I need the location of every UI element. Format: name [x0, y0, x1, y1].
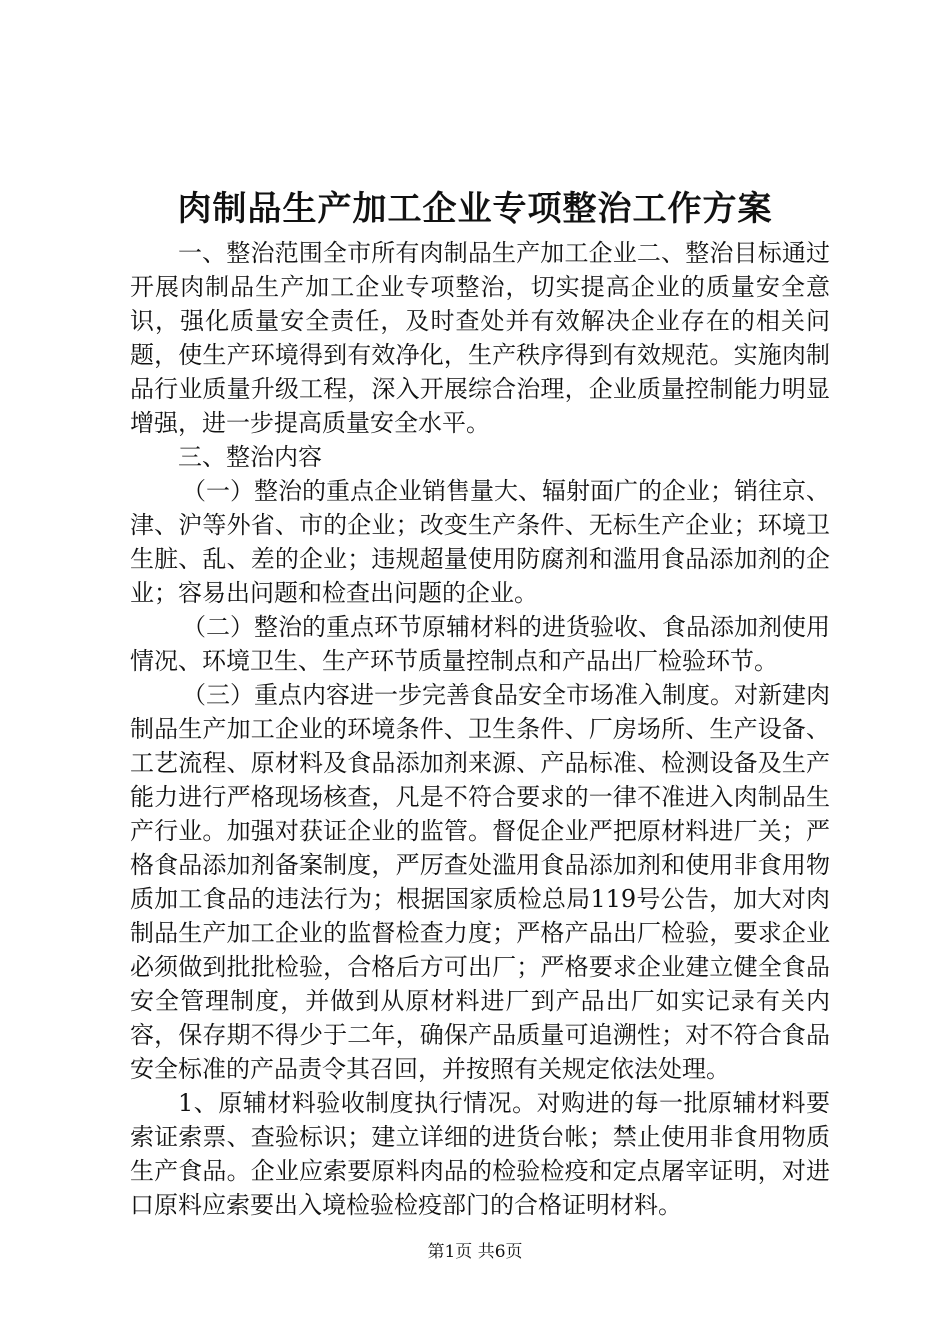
paragraph-scope-and-goals: 一、整治范围全市所有肉制品生产加工企业二、整治目标通过开展肉制品生产加工企业专项整治，切实提高企业的质量安全意识，强化质量安全责任，及时查处并有效解决企业存在的相关问题，使生产环境得到有效净化，生产秩序得到有效规范。实施肉制品行业质量升级工程，深入开展综合治理，企业质量控制能力明显增强，进一步提高质量安全水平。	[130, 239, 830, 437]
page-footer: 第1页 共6页	[427, 1242, 523, 1262]
paragraph-key-links: （二）整治的重点环节原辅材料的进货验收、食品添加剂使用情况、环境卫生、生产环节质量控制点和产品出厂检验环节。	[130, 613, 830, 675]
document-title: 肉制品生产加工企业专项整治工作方案	[177, 189, 773, 229]
section-heading-content: 三、整治内容	[178, 443, 322, 471]
paragraph-material-inspection: 1、原辅材料验收制度执行情况。对购进的每一批原辅材料要索证索票、查验标识；建立详细的进货台帐；禁止使用非食用物质生产食品。企业应索要原料肉品的检验检疫和定点屠宰证明，对进口原料应索要出入境检验检疫部门的合格证明材料。	[130, 1089, 830, 1219]
paragraph-key-content: （三）重点内容进一步完善食品安全市场准入制度。对新建肉制品生产加工企业的环境条件、卫生条件、厂房场所、生产设备、工艺流程、原材料及食品添加剂来源、产品标准、检测设备及生产能力进行严格现场核查，凡是不符合要求的一律不准进入肉制品生产行业。加强对获证企业的监管。督促企业严把原材料进厂关；严格食品添加剂备案制度，严厉查处滥用食品添加剂和使用非食用物质加工食品的违法行为；根据国家质检总局119号公告，加大对肉制品生产加工企业的监督检查力度；严格产品出厂检验，要求企业必须做到批批检验，合格后方可出厂；严格要求企业建立健全食品安全管理制度，并做到从原材料进厂到产品出厂如实记录有关内容，保存期不得少于二年，确保产品质量可追溯性；对不符合食品安全标准的产品责令其召回，并按照有关规定依法处理。	[130, 681, 830, 1083]
paragraph-key-enterprises: （一）整治的重点企业销售量大、辐射面广的企业；销往京、津、沪等外省、市的企业；改变生产条件、无标生产企业；环境卫生脏、乱、差的企业；违规超量使用防腐剂和滥用食品添加剂的企业；容易出问题和检查出问题的企业。	[130, 477, 830, 607]
document-body	[130, 236, 830, 1222]
